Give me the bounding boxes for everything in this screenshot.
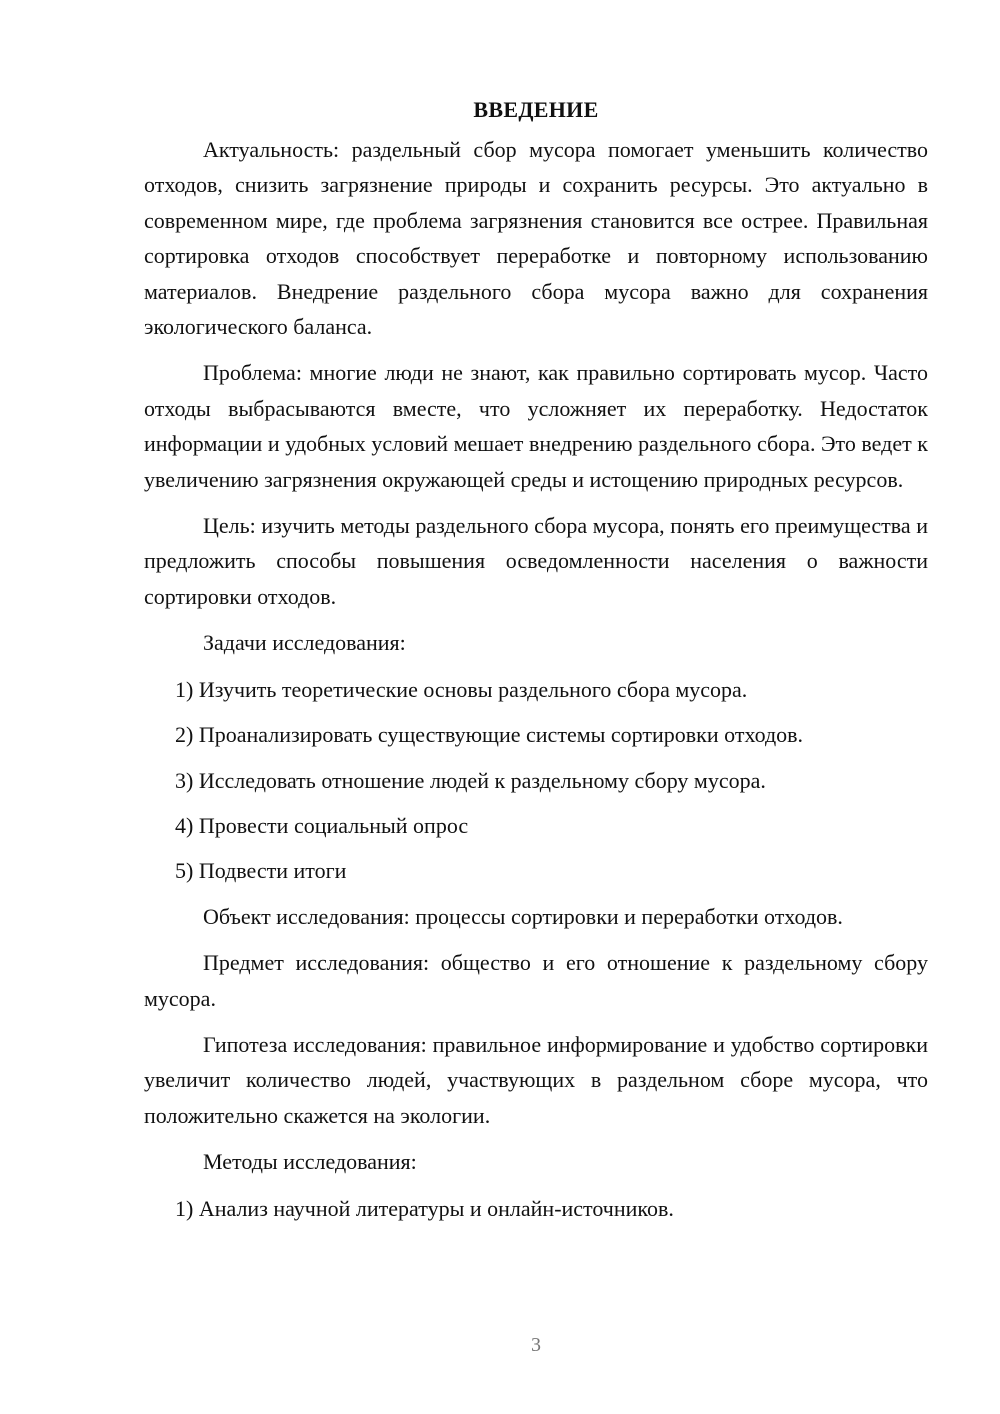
- task-item: 4) Провести социальный опрос: [175, 812, 469, 838]
- page-number: 3: [531, 1334, 541, 1356]
- subject-paragraph: Предмет исследования: общество и его отношение к раздельному сбору мусора.: [144, 950, 928, 1011]
- goal-paragraph: Цель: изучить методы раздельного сбора мусора, понять его преимущества и предложить способы повышения осведомленности населения о важности сортировки отходов.: [144, 513, 928, 609]
- methods-heading: Методы исследования:: [203, 1149, 417, 1175]
- tasks-heading: Задачи исследования:: [203, 630, 406, 656]
- hypothesis-paragraph: Гипотеза исследования: правильное информирование и удобство сортировки увеличит количество людей, участвующих в раздельном сборе мусора, что положительно скажется на экологии.: [144, 1031, 928, 1128]
- task-item: 2) Проанализировать существующие системы сортировки отходов.: [175, 722, 804, 748]
- problem-paragraph: Проблема: многие люди не знают, как правильно сортировать мусор. Часто отходы выбрасываются вместе, что усложняет их переработку. Недостаток информации и удобных условий мешает внедрению раздельного сбора. Это ведет к увеличению загрязнения окружающей среды и истощению природных ресурсов.: [144, 360, 928, 492]
- object-paragraph: Объект исследования: процессы сортировки и переработки отходов.: [203, 903, 843, 929]
- method-item: 1) Анализ научной литературы и онлайн-источников.: [175, 1195, 674, 1221]
- relevance-paragraph: Актуальность: раздельный сбор мусора помогает уменьшить количество отходов, снизить загрязнение природы и сохранить ресурсы. Это актуально в современном мире, где проблема загрязнения становится все острее. Правильная сортировка отходов способствует переработке и повторному использованию материалов. Внедрение раздельного сбора мусора важно для сохранения экологического баланса.: [144, 137, 928, 340]
- task-item: 5) Подвести итоги: [175, 858, 347, 884]
- document-page: [144, 92, 928, 1236]
- section-title: ВВЕДЕНИЕ: [473, 97, 599, 122]
- task-item: 1) Изучить теоретические основы раздельного сбора мусора.: [175, 676, 748, 702]
- task-item: 3) Исследовать отношение людей к раздельному сбору мусора.: [175, 767, 766, 793]
